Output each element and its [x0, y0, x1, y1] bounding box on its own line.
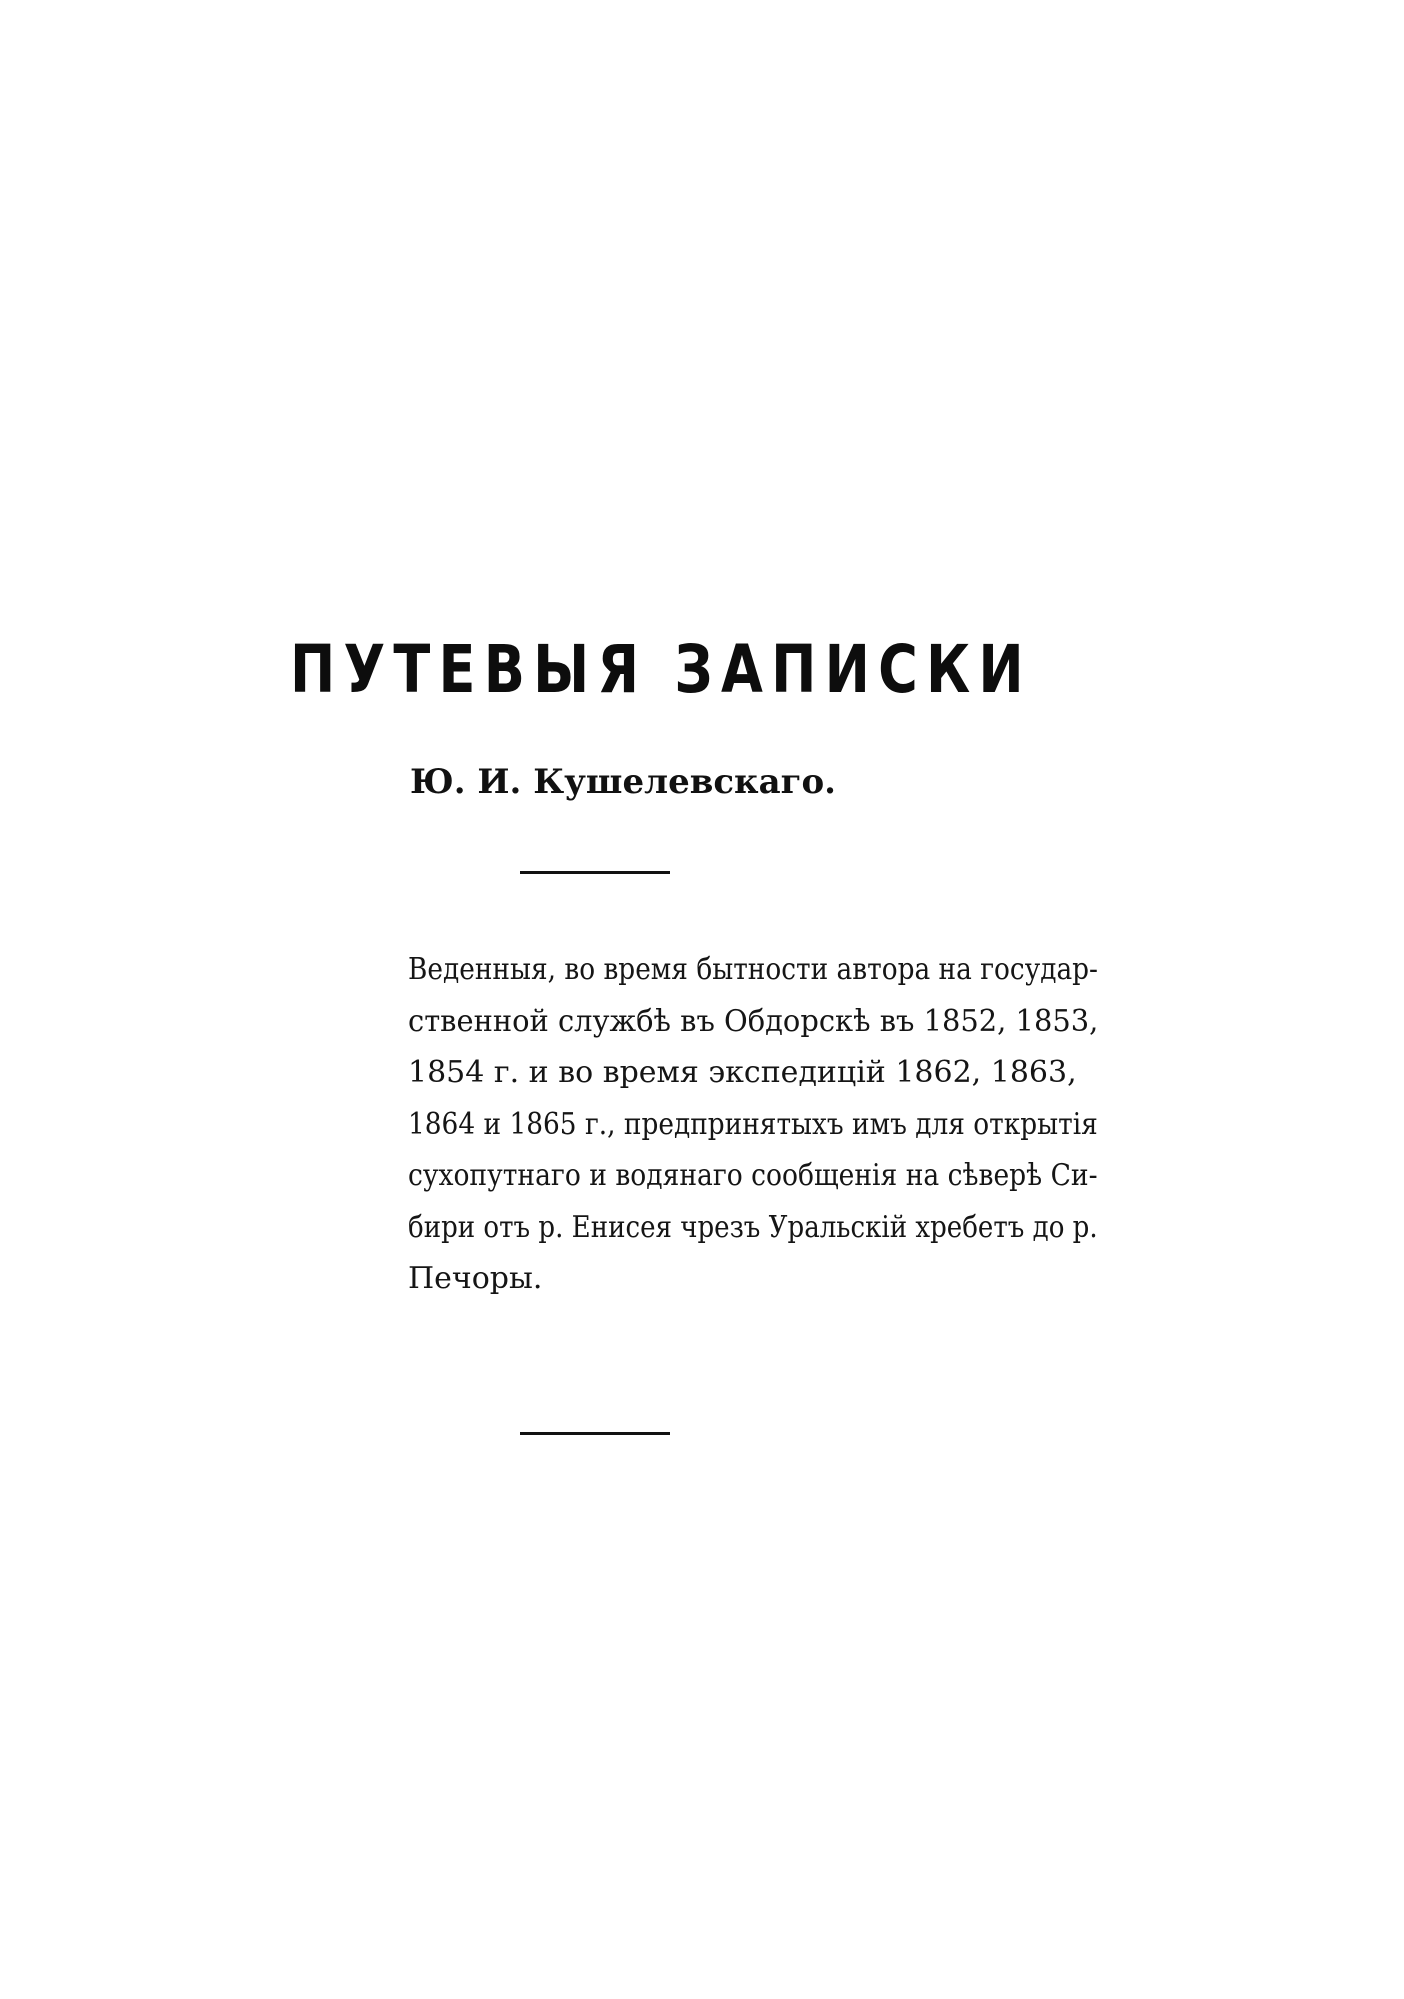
- author-line: Ю. И. Кушелевскаго.: [410, 762, 836, 802]
- description-paragraph: [408, 944, 1098, 1305]
- divider-top: [520, 871, 670, 874]
- description-line: бири отъ р. Енисея чрезъ Уральскій хребетъ до р.: [408, 1209, 1098, 1245]
- description-line: Печоры.: [408, 1261, 543, 1296]
- description-line: сухопутнаго и водянаго сообщенія на сѣверѣ Си-: [408, 1158, 1098, 1193]
- page-title: ПУТЕВЫЯ ЗАПИСКИ: [290, 631, 1032, 708]
- description-line: Веденныя, во время бытности автора на государ-: [408, 952, 1098, 987]
- divider-bottom: [520, 1432, 670, 1435]
- description-line: 1864 и 1865 г., предпринятыхъ имъ для открытія: [408, 1106, 1098, 1142]
- description-line: 1854 г. и во время экспедицій 1862, 1863,: [408, 1055, 1077, 1090]
- description-line: ственной службѣ въ Обдорскѣ въ 1852, 1853,: [408, 1003, 1099, 1039]
